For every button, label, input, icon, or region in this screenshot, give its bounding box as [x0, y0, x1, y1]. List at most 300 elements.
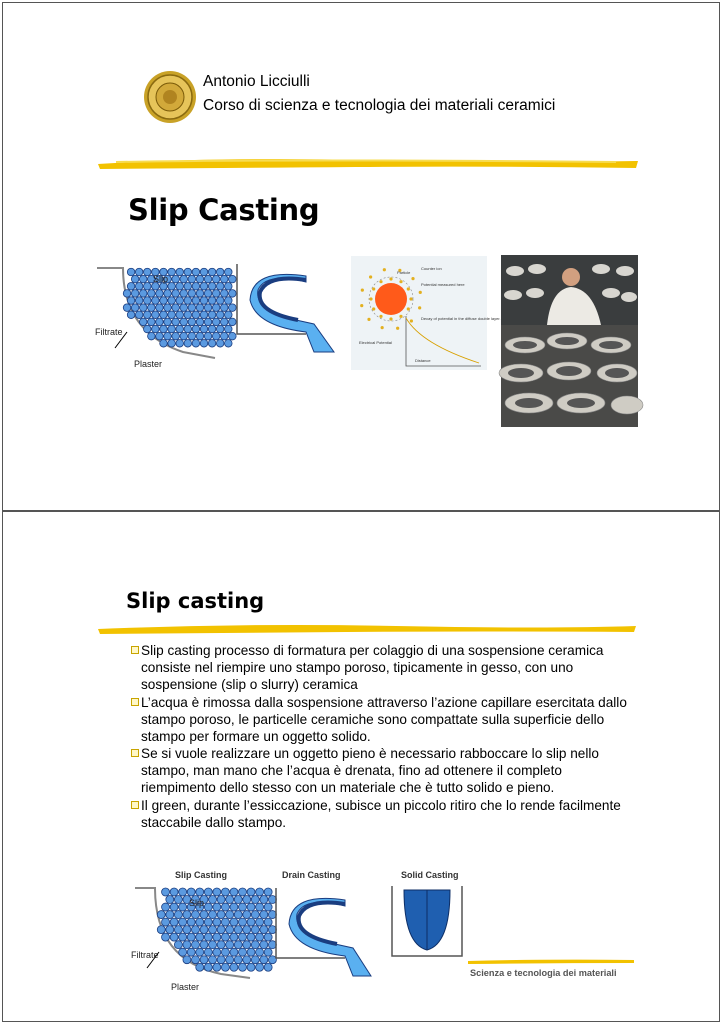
particle — [234, 896, 242, 904]
particle — [243, 941, 251, 949]
particle — [123, 304, 131, 312]
particle — [213, 888, 221, 896]
counter-ion-dot — [372, 287, 375, 290]
particle — [184, 311, 192, 319]
particle — [216, 311, 224, 319]
particle — [162, 903, 170, 911]
particle — [256, 888, 264, 896]
particle — [229, 318, 237, 326]
counter-ion-dot — [407, 307, 410, 310]
counter-ion-dot — [399, 280, 402, 283]
particle — [191, 956, 199, 964]
yellow-divider-stroke — [96, 153, 640, 173]
particle — [152, 325, 160, 333]
particle — [209, 896, 217, 904]
particle — [204, 275, 212, 283]
particle — [196, 304, 204, 312]
particle — [212, 318, 220, 326]
bullet-item — [131, 695, 631, 746]
particle — [208, 282, 216, 290]
particle — [247, 933, 255, 941]
electrical-potential-label: Electrical Potential — [359, 340, 392, 345]
particle — [264, 918, 272, 926]
particle — [239, 918, 247, 926]
particle — [204, 948, 212, 956]
particle — [148, 290, 156, 298]
particle — [264, 948, 272, 956]
particle — [204, 318, 212, 326]
particle — [200, 325, 208, 333]
particle — [180, 290, 188, 298]
particle — [247, 963, 255, 971]
particle — [239, 933, 247, 941]
particle — [204, 918, 212, 926]
distance-label: Distance — [415, 358, 431, 363]
counter-ion-dot — [411, 277, 414, 280]
particle — [213, 963, 221, 971]
particle — [135, 268, 143, 276]
particle — [144, 325, 152, 333]
checkbox-bullet-icon — [131, 749, 139, 757]
particle — [188, 318, 196, 326]
particle — [264, 903, 272, 911]
particle — [174, 926, 182, 934]
decay-label: Decay of potential in the diffuse double layer. — [421, 316, 501, 321]
casting-methods-figure — [125, 866, 475, 998]
particle — [123, 290, 131, 298]
counter-ion-dot — [379, 315, 382, 318]
particle — [234, 911, 242, 919]
counter-ion-dot — [372, 307, 375, 310]
counter-ion-dot — [418, 306, 421, 309]
particle — [192, 340, 200, 348]
particle — [196, 888, 204, 896]
particle — [243, 896, 251, 904]
particle — [256, 903, 264, 911]
plaster-label: Plaster — [134, 359, 163, 369]
particle — [221, 903, 229, 911]
slip-casting-caption: Slip Casting — [175, 870, 228, 880]
bullet-item — [131, 643, 631, 694]
particle — [217, 911, 225, 919]
particle — [208, 297, 216, 305]
particle — [170, 933, 178, 941]
particle — [213, 918, 221, 926]
particle — [127, 297, 135, 305]
particle — [204, 963, 212, 971]
particle — [191, 941, 199, 949]
particle — [208, 325, 216, 333]
particle — [239, 948, 247, 956]
particle — [213, 933, 221, 941]
particle — [139, 318, 147, 326]
particle — [200, 311, 208, 319]
particle — [166, 911, 174, 919]
particle — [200, 340, 208, 348]
particle — [200, 268, 208, 276]
particle — [268, 911, 276, 919]
particle — [196, 948, 204, 956]
particle — [264, 888, 272, 896]
particle — [131, 304, 139, 312]
particle — [172, 290, 180, 298]
particle — [216, 282, 224, 290]
particle — [192, 297, 200, 305]
particle — [187, 933, 195, 941]
particle — [176, 282, 184, 290]
particle — [229, 304, 237, 312]
particle — [172, 318, 180, 326]
particle — [170, 903, 178, 911]
particle — [216, 340, 224, 348]
particle — [251, 926, 259, 934]
particle — [184, 325, 192, 333]
particle — [212, 290, 220, 298]
particle — [180, 275, 188, 283]
particle — [135, 311, 143, 319]
particle — [216, 325, 224, 333]
checkbox-bullet-icon — [131, 801, 139, 809]
particle — [127, 282, 135, 290]
particle — [160, 340, 168, 348]
counter-ion-dot — [410, 319, 413, 322]
particle — [179, 948, 187, 956]
particle — [135, 297, 143, 305]
particle — [230, 948, 238, 956]
counter-ion-dot — [381, 326, 384, 329]
particle — [226, 941, 234, 949]
particle — [204, 332, 212, 340]
particle — [230, 888, 238, 896]
particle — [200, 911, 208, 919]
particle — [176, 268, 184, 276]
particle — [168, 282, 176, 290]
particle — [234, 926, 242, 934]
particle — [168, 340, 176, 348]
particle — [148, 332, 156, 340]
particle — [162, 918, 170, 926]
counter-ion-dot — [367, 318, 370, 321]
counter-ion-dot — [360, 304, 363, 307]
particle — [264, 963, 272, 971]
particle — [204, 290, 212, 298]
author-name: Antonio Licciulli — [203, 73, 310, 90]
particle — [209, 926, 217, 934]
particle — [184, 297, 192, 305]
particle — [229, 290, 237, 298]
particle — [184, 282, 192, 290]
particle — [268, 926, 276, 934]
particle — [156, 332, 164, 340]
counter-ion-dot — [379, 280, 382, 283]
pottery-workshop-photo — [501, 255, 638, 427]
particle — [251, 896, 259, 904]
particle — [156, 290, 164, 298]
bullet-text: Se si vuole realizzare un oggetto pieno è necessario rabboccare lo slip nello stampo, man mano che l’acqua è drenata, fino ad ottenere il completo riempimento dello stesso con un materiale che è tutto solido e pieno. — [141, 746, 599, 796]
particle — [229, 275, 237, 283]
particle — [230, 963, 238, 971]
particle — [196, 963, 204, 971]
particle — [131, 275, 139, 283]
particle — [200, 956, 208, 964]
particle — [196, 275, 204, 283]
particle — [179, 918, 187, 926]
footer-text: Scienza e tecnologia dei materiali — [470, 968, 617, 978]
particle — [229, 332, 237, 340]
particle — [204, 888, 212, 896]
particle — [160, 297, 168, 305]
particle — [196, 290, 204, 298]
particle — [260, 926, 268, 934]
particle — [168, 311, 176, 319]
particle — [220, 318, 228, 326]
particle — [166, 896, 174, 904]
particle — [172, 275, 180, 283]
counter-ion-dot — [399, 315, 402, 318]
counter-ion-dot — [389, 277, 392, 280]
particle — [221, 963, 229, 971]
particle — [221, 933, 229, 941]
particle — [180, 318, 188, 326]
counter-ion-dot — [409, 297, 412, 300]
particle — [243, 926, 251, 934]
particle — [176, 297, 184, 305]
particle — [220, 275, 228, 283]
particle — [213, 903, 221, 911]
particle — [164, 318, 172, 326]
particle — [212, 304, 220, 312]
particle — [180, 304, 188, 312]
particle — [139, 275, 147, 283]
particle — [220, 290, 228, 298]
particle — [157, 911, 165, 919]
particle — [217, 956, 225, 964]
particle — [217, 896, 225, 904]
particle — [208, 311, 216, 319]
particle — [148, 304, 156, 312]
particle — [256, 963, 264, 971]
particle — [176, 325, 184, 333]
particle — [162, 888, 170, 896]
particle — [179, 933, 187, 941]
particle — [152, 311, 160, 319]
electric-double-layer-diagram — [351, 256, 501, 370]
particle — [216, 268, 224, 276]
particle — [170, 888, 178, 896]
particle — [148, 318, 156, 326]
slip-label: Slip — [189, 898, 205, 908]
particle — [192, 325, 200, 333]
particle — [251, 956, 259, 964]
particle — [127, 268, 135, 276]
particle — [174, 941, 182, 949]
particle — [164, 290, 172, 298]
particle — [225, 340, 233, 348]
particle — [188, 332, 196, 340]
particle — [239, 888, 247, 896]
particle — [247, 903, 255, 911]
particle — [187, 948, 195, 956]
particle — [172, 332, 180, 340]
particle — [208, 340, 216, 348]
particle — [160, 325, 168, 333]
particle — [200, 941, 208, 949]
particle — [174, 911, 182, 919]
particle — [196, 918, 204, 926]
particle — [226, 911, 234, 919]
particle — [187, 918, 195, 926]
particle — [183, 911, 191, 919]
particle — [247, 948, 255, 956]
particle — [170, 918, 178, 926]
particle — [135, 282, 143, 290]
particle — [179, 888, 187, 896]
slip-label: Slip — [153, 274, 169, 284]
checkbox-bullet-icon — [131, 646, 139, 654]
particle — [268, 941, 276, 949]
filtrate-label: Filtrate — [131, 950, 159, 960]
particle — [168, 268, 176, 276]
bullet-text: L’acqua è rimossa dalla sospensione attraverso l’azione capillare esercitata dallo stampo poroso, le particelle ceramiche sono compattate sulla superficie dello stampo per formare un oggetto solido. — [141, 694, 627, 744]
particle — [230, 933, 238, 941]
particle — [139, 290, 147, 298]
particle — [264, 933, 272, 941]
yellow-divider-stroke — [96, 619, 640, 637]
particle — [168, 297, 176, 305]
particle — [212, 332, 220, 340]
counter-ion-dot — [383, 268, 386, 271]
particle — [188, 304, 196, 312]
particle — [221, 888, 229, 896]
slide-1-title: Slip Casting — [128, 193, 320, 227]
particle — [234, 941, 242, 949]
particle — [256, 948, 264, 956]
particle — [217, 941, 225, 949]
particle — [192, 282, 200, 290]
particle — [239, 963, 247, 971]
particle — [247, 888, 255, 896]
particle — [225, 325, 233, 333]
bullet-list — [131, 643, 631, 833]
particle — [204, 903, 212, 911]
particle — [204, 933, 212, 941]
particle — [180, 332, 188, 340]
counter-ion-dot — [369, 275, 372, 278]
particle — [200, 282, 208, 290]
particle — [226, 926, 234, 934]
particle — [131, 290, 139, 298]
particle — [144, 297, 152, 305]
course-name: Corso di scienza e tecnologia dei materiali ceramici — [203, 97, 556, 114]
particle — [127, 311, 135, 319]
particle — [234, 956, 242, 964]
particle — [183, 956, 191, 964]
counter-ion-dot — [361, 289, 364, 292]
particle — [144, 268, 152, 276]
slide-2-title: Slip casting — [126, 589, 265, 613]
particle — [225, 297, 233, 305]
particle — [260, 896, 268, 904]
particle — [204, 304, 212, 312]
slip-casting-diagram — [93, 262, 221, 374]
footer-yellow-line — [466, 956, 636, 966]
particle — [156, 318, 164, 326]
particle — [226, 956, 234, 964]
particle — [225, 268, 233, 276]
particle — [196, 933, 204, 941]
particle — [191, 911, 199, 919]
counter-ion-dot — [389, 317, 392, 320]
particle — [164, 304, 172, 312]
plaster-label: Plaster — [171, 982, 200, 992]
particle — [209, 941, 217, 949]
solid-casting-caption: Solid Casting — [401, 870, 459, 880]
particle — [176, 311, 184, 319]
particle — [220, 304, 228, 312]
particle — [188, 290, 196, 298]
particle-label: Particle — [397, 270, 411, 275]
particle — [183, 941, 191, 949]
particle — [251, 941, 259, 949]
particle — [200, 297, 208, 305]
particle — [243, 956, 251, 964]
particle — [212, 275, 220, 283]
particle — [209, 956, 217, 964]
particle — [192, 311, 200, 319]
counter-ion-dot — [419, 291, 422, 294]
university-seal-logo — [143, 70, 197, 124]
particle — [192, 268, 200, 276]
particle — [256, 933, 264, 941]
particle — [164, 332, 172, 340]
particle — [243, 911, 251, 919]
particle — [162, 933, 170, 941]
particle — [172, 304, 180, 312]
particle — [183, 926, 191, 934]
bullet-item — [131, 746, 631, 797]
drain-casting-caption: Drain Casting — [282, 870, 341, 880]
particle — [157, 926, 165, 934]
particle — [168, 325, 176, 333]
particle — [160, 311, 168, 319]
checkbox-bullet-icon — [131, 698, 139, 706]
particle — [216, 297, 224, 305]
particle — [251, 911, 259, 919]
particle — [200, 926, 208, 934]
bullet-text: Il green, durante l’essiccazione, subisce un piccolo ritiro che lo rende facilmente staccabile dallo stampo. — [141, 798, 621, 831]
particle — [196, 318, 204, 326]
particle — [144, 282, 152, 290]
potential-measured-label: Potential measured here — [421, 282, 465, 287]
particle — [208, 268, 216, 276]
particle — [225, 282, 233, 290]
particle — [247, 918, 255, 926]
particle — [221, 918, 229, 926]
counter-ion-dot — [369, 297, 372, 300]
particle — [268, 956, 276, 964]
particle — [217, 926, 225, 934]
particle — [187, 888, 195, 896]
particle — [230, 918, 238, 926]
particle — [139, 304, 147, 312]
particle — [260, 941, 268, 949]
particle — [256, 918, 264, 926]
particle — [191, 926, 199, 934]
particle — [226, 896, 234, 904]
particle — [156, 304, 164, 312]
particle — [213, 948, 221, 956]
particle — [179, 903, 187, 911]
